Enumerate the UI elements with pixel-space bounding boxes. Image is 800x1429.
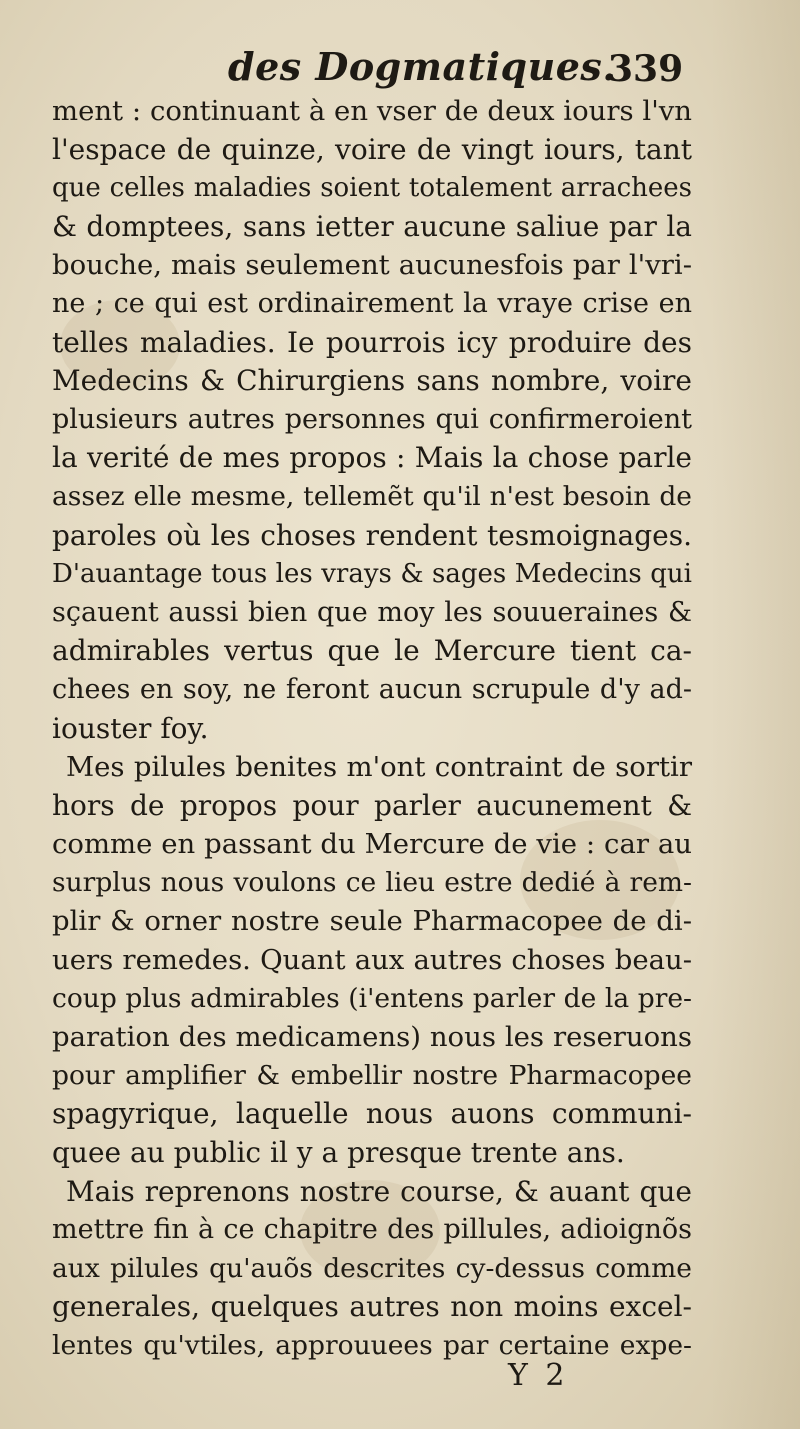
text-line: generales, quelques autres non moins excel-: [52, 1290, 692, 1324]
body-text: [52, 92, 692, 1366]
text-line: paroles où les choses rendent tesmoignages.: [52, 518, 692, 552]
text-line: ne ; ce qui est ordinairement la vraye crise en: [52, 287, 692, 319]
text-line: D'auantage tous les vrays & sages Medecins qui: [52, 559, 692, 590]
text-line: iouster foy.: [52, 711, 209, 745]
text-line: bouche, mais seulement aucunesfois par l'vri-: [52, 249, 692, 282]
text-line: pour amplifier & embellir nostre Pharmacopee: [52, 1059, 692, 1091]
text-line: quee au public il y a presque trente ans.: [52, 1136, 625, 1170]
text-line: surplus nous voulons ce lieu estre dedié à rem-: [52, 866, 692, 898]
page-edge-shading: [710, 0, 800, 1429]
text-line: plusieurs autres personnes qui confirmeroient: [52, 403, 692, 435]
text-line: aux pilules qu'auõs descrites cy-dessus comme: [52, 1252, 692, 1284]
signature-mark: Y 2: [508, 1358, 569, 1393]
text-line: plir & orner nostre seule Pharmacopee de di-: [52, 905, 692, 938]
text-line: coup plus admirables (i'entens parler de la pre-: [52, 982, 692, 1014]
text-line: lentes qu'vtiles, approuuees par certaine expe-: [52, 1330, 692, 1361]
text-line: la verité de mes propos : Mais la chose parle: [52, 441, 692, 475]
text-line: ment : continuant à en vser de deux iours l'vn: [52, 95, 692, 127]
text-line: sçauent aussi bien que moy les souueraines &: [52, 596, 692, 628]
text-line: l'espace de quinze, voire de vingt iours, tant: [52, 132, 692, 166]
text-line: Mais reprenons nostre course, & auant que: [66, 1174, 692, 1208]
text-line: hors de propos pour parler aucunement &: [52, 788, 692, 822]
text-line: & domptees, sans ietter aucune saliue par la: [52, 209, 692, 243]
text-line: comme en passant du Mercure de vie : car au: [52, 828, 692, 861]
page-header: [0, 38, 800, 98]
text-line: chees en soy, ne feront aucun scrupule d'y ad-: [52, 673, 692, 705]
text-line: uers remedes. Quant aux autres choses beau-: [52, 944, 692, 977]
page-number: 339: [608, 48, 684, 90]
text-line: admirables vertus que le Mercure tient ca-: [52, 634, 692, 668]
text-line: Medecins & Chirurgiens sans nombre, voire: [52, 364, 692, 398]
running-title: des Dogmatiques.: [228, 44, 617, 89]
text-line: telles maladies. Ie pourrois icy produire des: [52, 325, 692, 359]
text-line: assez elle mesme, tellemẽt qu'il n'est besoin de: [52, 480, 692, 512]
text-line: paration des medicamens) nous les reseruons: [52, 1021, 692, 1054]
text-line: spagyrique, laquelle nous auons communi-: [52, 1097, 692, 1131]
text-line: mettre fin à ce chapitre des pillules, adioignõs: [52, 1214, 692, 1246]
text-line: que celles maladies soient totalement arrachees: [52, 173, 692, 204]
text-line: Mes pilules benites m'ont contraint de sortir: [66, 751, 692, 784]
